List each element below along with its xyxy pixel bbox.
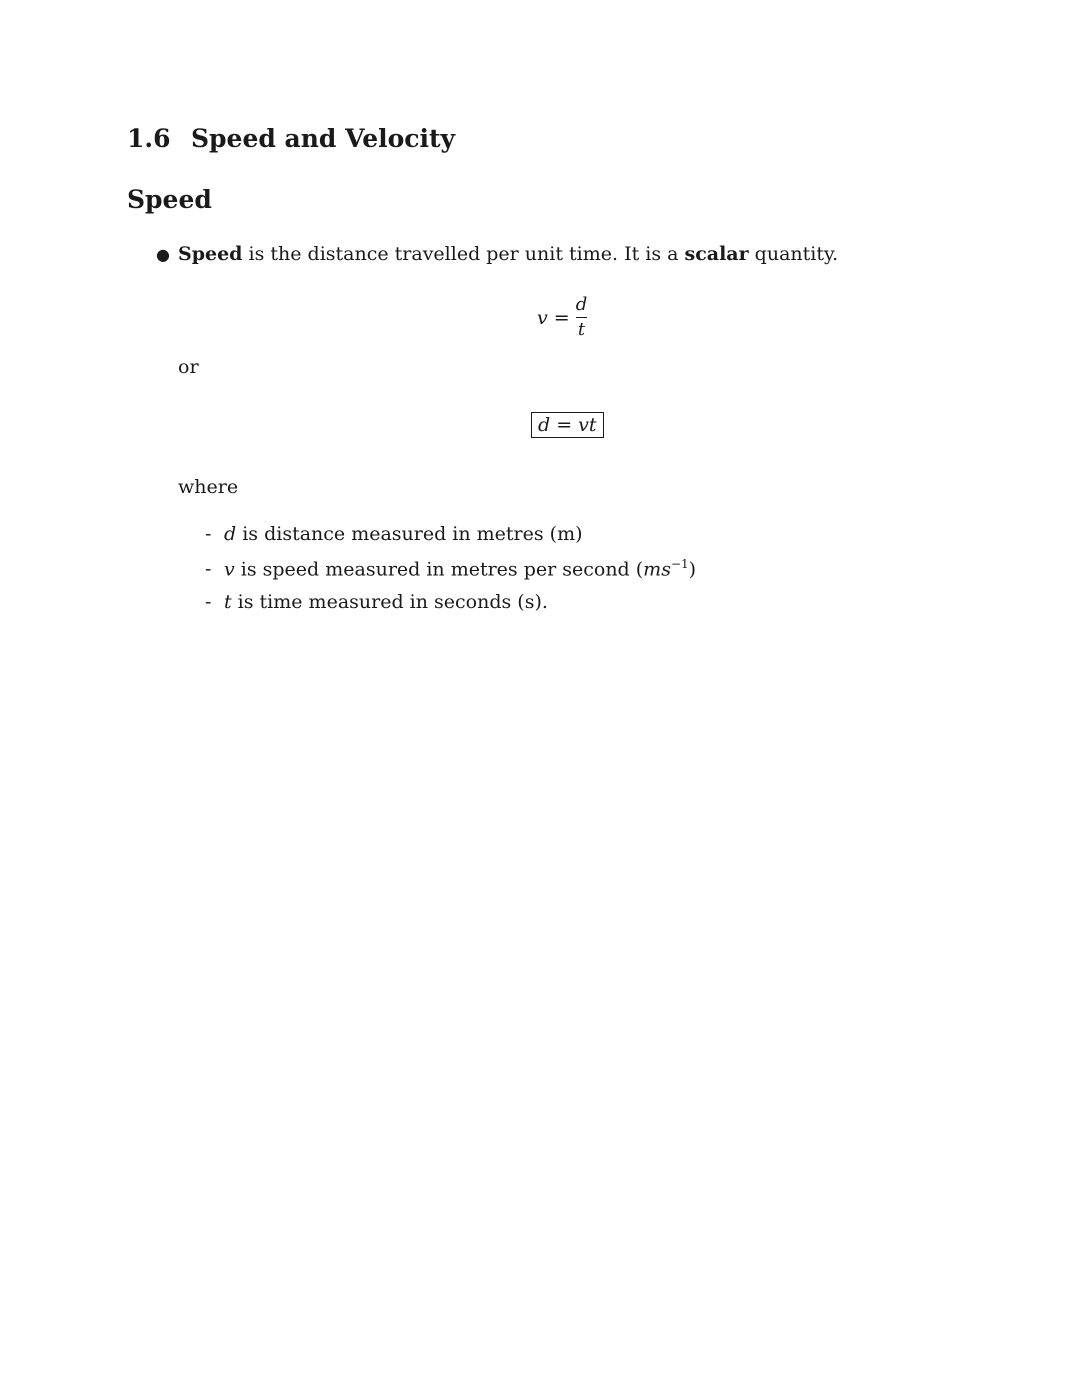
- section-title: Speed and Velocity: [191, 124, 456, 153]
- definition-list: [205, 523, 696, 625]
- bullet-text-end: quantity.: [748, 243, 839, 265]
- close-paren: ): [688, 558, 697, 581]
- bullet-icon: ●: [156, 245, 170, 264]
- section-heading: [127, 124, 455, 153]
- section-number: 1.6: [127, 124, 171, 153]
- dash-marker: -: [205, 591, 212, 613]
- eq-lhs: v: [537, 306, 548, 329]
- definition-item-v: [205, 557, 696, 591]
- or-text: or: [178, 356, 199, 378]
- dash-marker: -: [205, 558, 212, 581]
- bullet-text: is the distance travelled per unit time. It is a: [242, 243, 685, 265]
- dash-marker: -: [205, 523, 212, 545]
- boxed-equation-distance: d = vt: [531, 412, 604, 438]
- symbol: v: [224, 558, 235, 581]
- denominator: t: [577, 319, 586, 340]
- fraction: [576, 296, 588, 339]
- symbol: d: [224, 523, 237, 545]
- symbol: t: [224, 591, 232, 613]
- definition-text: is distance measured in metres (m): [236, 523, 583, 545]
- fraction-bar: [576, 317, 587, 318]
- unit: ms: [643, 558, 671, 581]
- eq-sign: =: [553, 306, 570, 329]
- equation-speed-formula: [537, 296, 587, 339]
- definition-text: is speed measured in metres per second (: [234, 558, 644, 581]
- subsection-heading: Speed: [127, 185, 212, 214]
- term-scalar: scalar: [684, 243, 749, 265]
- where-text: where: [178, 476, 239, 498]
- bullet-item-speed-definition: [156, 243, 838, 265]
- term-speed: Speed: [178, 243, 243, 265]
- unit-exponent: −1: [670, 557, 689, 571]
- numerator: d: [575, 294, 588, 315]
- definition-item-t: [205, 591, 696, 625]
- definition-item-d: [205, 523, 696, 557]
- definition-text: is time measured in seconds (s).: [231, 591, 548, 613]
